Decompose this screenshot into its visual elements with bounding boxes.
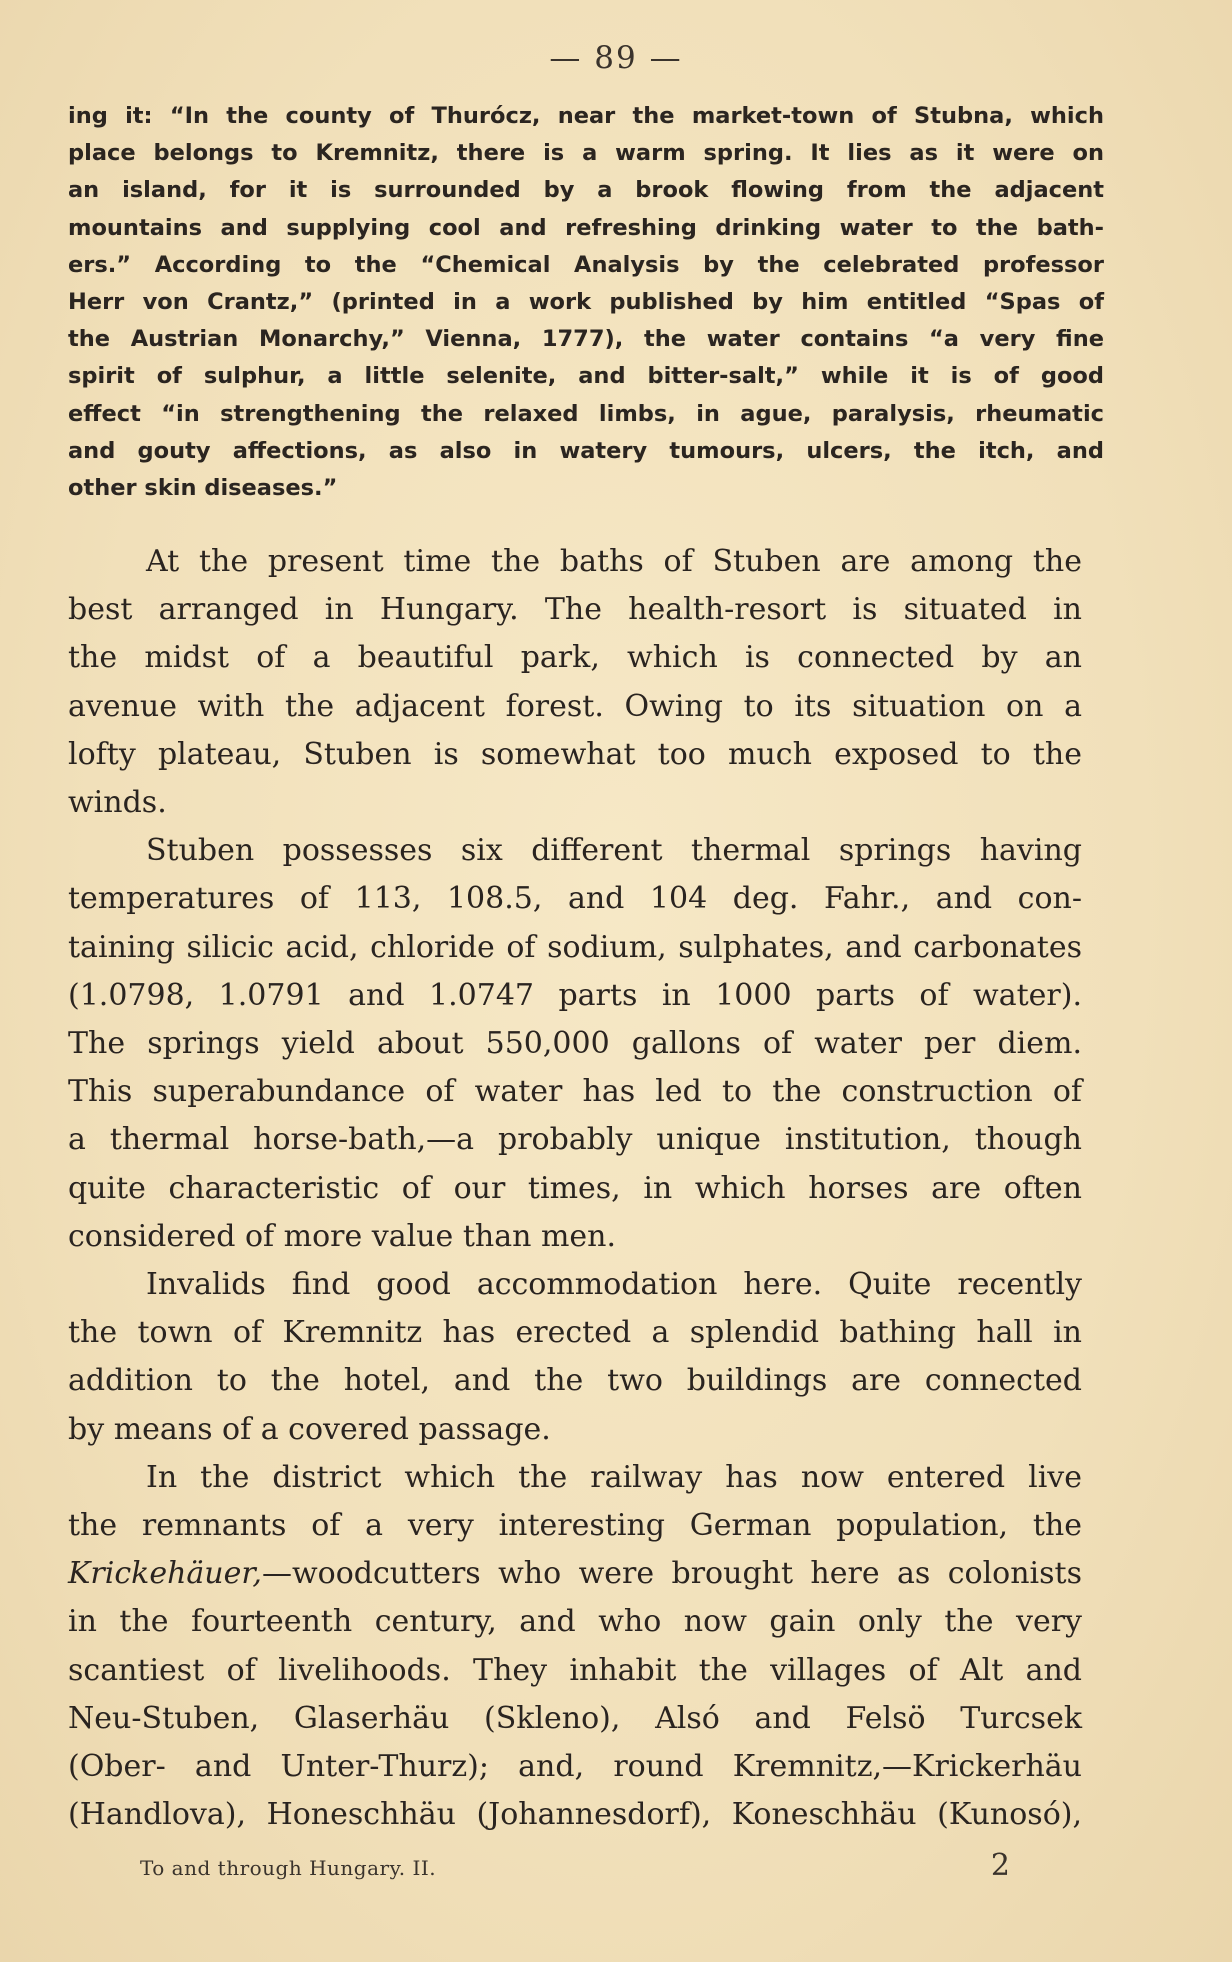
line-continuation: —woodcutters who were brought here as colonists (261, 1556, 1082, 1592)
quote-line: spirit of sulphur, a little selenite, and bitter-salt,” while it is of good (68, 363, 1104, 390)
sheet-number: 2 (990, 1848, 1010, 1883)
quote-line: the Austrian Monarchy,” Vienna, 1777), the water contains “a very fine (68, 326, 1104, 353)
italic-term-krickehauer: Krickehäuer, (68, 1556, 262, 1592)
text-line: (Handlova), Honeschhäu (Johannesdorf), Koneschhäu (Kunosó), (68, 1797, 1082, 1833)
text-line: by means of a covered passage. (68, 1411, 551, 1447)
text-line: This superabundance of water has led to the construction of (68, 1074, 1082, 1110)
text-line: the remnants of a very interesting German population, the (68, 1508, 1082, 1544)
text-line: the midst of a beautiful park, which is connected by an (68, 640, 1082, 676)
text-line: quite characteristic of our times, in which horses are often (68, 1170, 1082, 1206)
quote-line: ers.” According to the “Chemical Analysis by the celebrated professor (68, 251, 1104, 278)
quote-line: effect “in strengthening the relaxed limbs, in ague, paralysis, rheumatic (68, 400, 1104, 427)
text-line: taining silicic acid, chloride of sodium, sulphates, and carbonates (68, 929, 1082, 965)
quote-line: mountains and supplying cool and refreshing drinking water to the bath- (68, 214, 1104, 241)
text-line: best arranged in Hungary. The health-resort is situated in (68, 592, 1082, 628)
text-line: considered of more value than men. (68, 1218, 617, 1254)
quote-line: other skin diseases.” (68, 475, 338, 502)
text-line: Invalids find good accommodation here. Quite recently (146, 1267, 1082, 1303)
text-line: temperatures of 113, 108.5, and 104 deg. Fahr., and con- (68, 881, 1082, 917)
quote-line: an island, for it is surrounded by a brook flowing from the adjacent (68, 177, 1104, 204)
text-line: lofty plateau, Stuben is somewhat too much exposed to the (68, 736, 1082, 772)
text-line: (Ober- and Unter-Thurz); and, round Kremnitz,—Krickerhäu (68, 1749, 1082, 1785)
quoted-passage (68, 98, 1104, 507)
quote-line: and gouty affections, as also in watery tumours, ulcers, the itch, and (68, 437, 1104, 464)
text-line: addition to the hotel, and the two buildings are connected (68, 1363, 1082, 1399)
text-line: in the fourteenth century, and who now gain only the very (68, 1604, 1082, 1640)
paragraph-thermal-springs (68, 827, 1082, 1261)
main-text (68, 538, 1082, 1839)
signature-mark: To and through Hungary. II. (140, 1856, 437, 1880)
quote-line: ing it: “In the county of Thurócz, near the market-town of Stubna, which (68, 103, 1104, 129)
paragraph-accommodation (68, 1261, 1082, 1454)
paragraph-german-population (68, 1454, 1082, 1840)
text-line: At the present time the baths of Stuben are among the (146, 544, 1082, 579)
quote-line: place belongs to Kremnitz, there is a warm spring. It lies as it were on (68, 140, 1104, 167)
text-line-with-italic-term (68, 1550, 1082, 1598)
text-line: Neu-Stuben, Glaserhäu (Skleno), Alsó and Felsö Turcsek (68, 1700, 1082, 1736)
text-line: Stuben possesses six different thermal springs having (146, 833, 1082, 869)
text-line: (1.0798, 1.0791 and 1.0747 parts in 1000 parts of water). (68, 977, 1082, 1013)
text-line: a thermal horse-bath,—a probably unique institution, though (68, 1122, 1082, 1158)
page-number: — 89 — (549, 40, 683, 76)
text-line: In the district which the railway has now entered live (146, 1459, 1082, 1495)
text-line: The springs yield about 550,000 gallons of water per diem. (68, 1026, 1082, 1062)
text-line: the town of Kremnitz has erected a splendid bathing hall in (68, 1315, 1082, 1351)
text-line: winds. (68, 785, 167, 821)
text-line: avenue with the adjacent forest. Owing to its situation on a (68, 688, 1082, 724)
paragraph-stuben-baths (68, 538, 1082, 827)
text-line: scantiest of livelihoods. They inhabit the villages of Alt and (68, 1652, 1082, 1688)
quote-line: Herr von Crantz,” (printed in a work published by him entitled “Spas of (68, 289, 1104, 316)
